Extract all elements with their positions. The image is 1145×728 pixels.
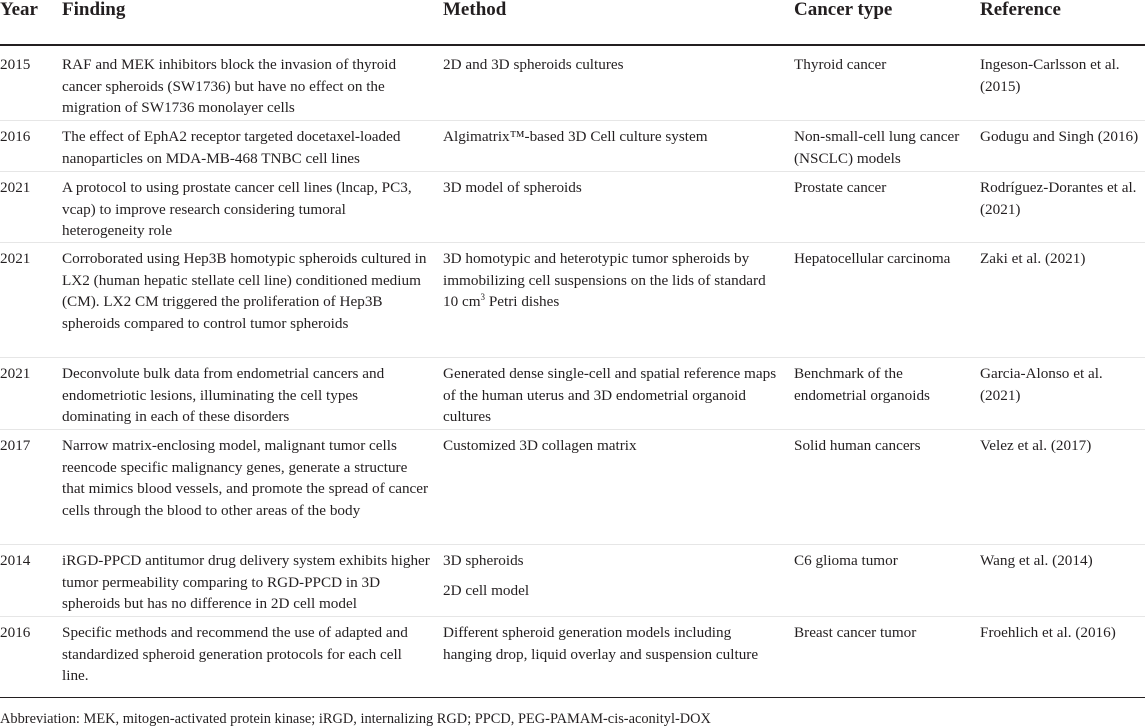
cell-cancer-type: C6 glioma tumor xyxy=(794,552,898,569)
cell-year: 2017 xyxy=(0,437,31,454)
cell-reference: Godugu and Singh (2016) xyxy=(980,128,1139,145)
cell-method: Different spheroid generation models including hanging drop, liquid overlay and suspension culture xyxy=(443,624,759,663)
cell-finding: The effect of EphA2 receptor targeted docetaxel-loaded nanoparticles on MDA-MB-468 TNBC cell lines xyxy=(62,128,401,167)
cell-reference: Wang et al. (2014) xyxy=(980,552,1093,569)
header-reference: Reference xyxy=(980,0,1061,20)
row-separator xyxy=(0,357,1145,358)
cell-year: 2021 xyxy=(0,250,31,267)
cell-method: Customized 3D collagen matrix xyxy=(443,437,637,454)
cell-year: 2015 xyxy=(0,56,31,73)
cell-cancer-type: Thyroid cancer xyxy=(794,56,887,73)
row-separator xyxy=(0,120,1145,121)
header-method: Method xyxy=(443,0,507,20)
cell-finding: RAF and MEK inhibitors block the invasion of thyroid cancer spheroids (SW1736) but have no effect on the migration of SW1736 monolayer cells xyxy=(62,56,397,116)
cell-method xyxy=(443,248,778,313)
superscript-three: 3 xyxy=(480,292,486,302)
row-separator xyxy=(0,429,1145,430)
abbreviation-footnote: Abbreviation: MEK, mitogen-activated protein kinase; iRGD, internalizing RGD; PPCD, PEG-PAMAM-cis-aconityl-DOX xyxy=(0,711,711,727)
cell-year: 2016 xyxy=(0,624,31,641)
cell-method: 3D model of spheroids xyxy=(443,179,582,196)
cell-year: 2021 xyxy=(0,179,31,196)
method-text-end: Petri dishes xyxy=(485,293,560,310)
table-header xyxy=(0,0,1145,44)
cell-year: 2016 xyxy=(0,128,31,145)
cell-year: 2014 xyxy=(0,552,31,569)
table-bottom-rule xyxy=(0,697,1145,698)
cell-finding: Specific methods and recommend the use of adapted and standardized spheroid generation protocols for each cell line. xyxy=(62,624,408,684)
cell-finding: Corroborated using Hep3B homotypic spheroids cultured in LX2 (human hepatic stellate cell line) conditioned medium (CM). LX2 CM triggered the proliferation of Hep3B spheroids compared to control tumor spheroids xyxy=(62,250,427,332)
cell-method: 2D and 3D spheroids cultures xyxy=(443,56,624,73)
cell-cancer-type: Solid human cancers xyxy=(794,437,921,454)
row-separator xyxy=(0,544,1145,545)
cell-cancer-type: Hepatocellular carcinoma xyxy=(794,250,951,267)
cell-cancer-type: Non-small-cell lung cancer (NSCLC) models xyxy=(794,128,960,167)
cell-finding: Deconvolute bulk data from endometrial cancers and endometriotic lesions, illuminating the cell types dominating in each of these disorders xyxy=(62,365,385,425)
cell-year: 2021 xyxy=(0,365,31,382)
cell-cancer-type: Breast cancer tumor xyxy=(794,624,917,641)
cell-reference: Zaki et al. (2021) xyxy=(980,250,1086,267)
header-rule xyxy=(0,44,1145,46)
row-separator xyxy=(0,242,1145,243)
header-cancer-type: Cancer type xyxy=(794,0,893,20)
method-text: 3D homotypic and heterotypic tumor spheroids by immobilizing cell suspensions on the lids of standard 10 cm xyxy=(443,250,766,310)
cell-reference: Ingeson-Carlsson et al. (2015) xyxy=(980,56,1120,95)
cell-cancer-type: Prostate cancer xyxy=(794,179,887,196)
cell-method: Algimatrix™-based 3D Cell culture system xyxy=(443,128,708,145)
cell-reference: Rodríguez-Dorantes et al. (2021) xyxy=(980,179,1137,218)
cell-finding: iRGD-PPCD antitumor drug delivery system exhibits higher tumor permeability comparing to RGD-PPCD in 3D spheroids but has no difference in 2D cell model xyxy=(62,552,430,612)
header-finding: Finding xyxy=(62,0,126,20)
cell-finding: Narrow matrix-enclosing model, malignant tumor cells reencode specific malignancy genes, generate a structure that mimics blood vessels, and promote the spread of cancer cells through the blood to other areas of the body xyxy=(62,437,429,519)
row-separator xyxy=(0,171,1145,172)
method-line: 3D spheroids xyxy=(443,552,524,569)
method-line: 2D cell model xyxy=(443,581,530,599)
header-year: Year xyxy=(0,0,38,20)
cell-reference: Velez et al. (2017) xyxy=(980,437,1092,454)
cell-finding: A protocol to using prostate cancer cell lines (lncap, PC3, vcap) to improve research considering tumoral heterogeneity role xyxy=(62,179,412,239)
cell-method: Generated dense single-cell and spatial reference maps of the human uterus and 3D endometrial organoid cultures xyxy=(443,365,777,425)
cell-reference: Garcia-Alonso et al. (2021) xyxy=(980,365,1103,404)
row-separator xyxy=(0,616,1145,617)
cell-cancer-type: Benchmark of the endometrial organoids xyxy=(794,365,930,404)
cell-reference: Froehlich et al. (2016) xyxy=(980,624,1116,641)
cell-method xyxy=(443,550,778,601)
